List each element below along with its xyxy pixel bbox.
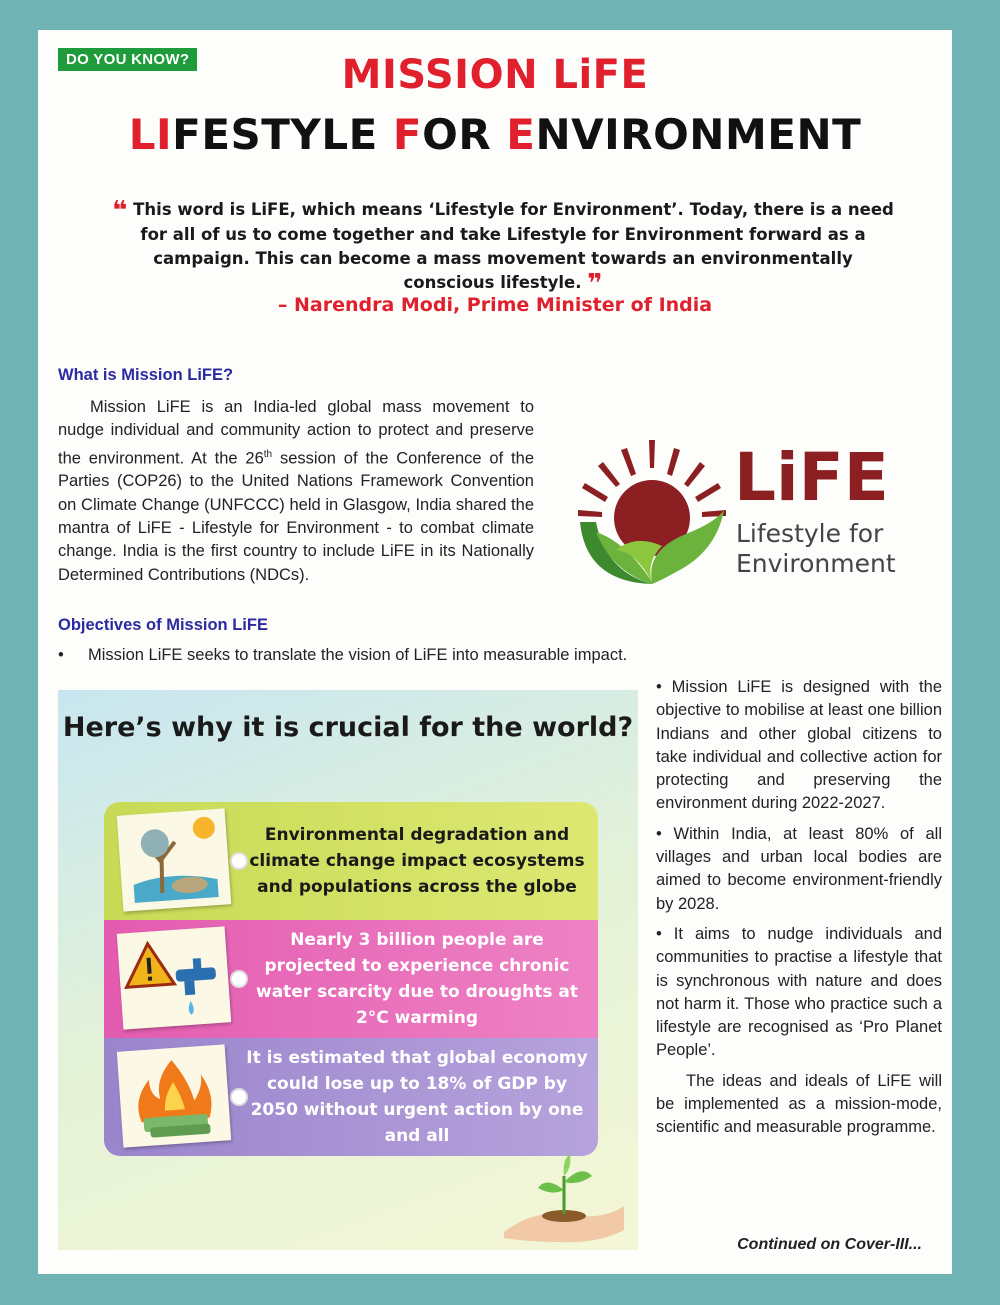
subtitle-part: LI [128, 110, 173, 159]
objective-bullet-1-text: Mission LiFE seeks to translate the vision of LiFE into measurable impact. [88, 646, 628, 664]
infographic-item-text: Nearly 3 billion people are projected to experience chronic water scarcity due to droughts at 2°C warming [255, 930, 579, 1028]
continued-note: Continued on Cover-III... [737, 1236, 922, 1253]
objective-bullet-3: • Within India, at least 80% of all villages and urban local bodies are aimed to become environment-friendly by 2028. [656, 824, 942, 913]
quote-attribution: – Narendra Modi, Prime Minister of India [277, 294, 713, 316]
infographic-item-text: It is estimated that global economy could lose up to 18% of GDP by 2050 without urgent action by one and all [246, 1048, 588, 1146]
infographic-item [104, 920, 598, 1038]
what-is-paragraph [58, 396, 534, 587]
infographic-item [104, 1038, 598, 1156]
what-is-heading: What is Mission LiFE? [58, 366, 234, 384]
objective-bullet-4: • It aims to nudge individuals and communities to practise a lifestyle that is synchronous with nature and does not harm it. Those who practice such a lifestyle are recognised as ‘Pro Planet People’. [656, 924, 942, 1060]
infographic [58, 690, 638, 1250]
do-you-know-tag: DO YOU KNOW? [58, 48, 197, 71]
subtitle-part: NVIRONMENT [535, 110, 862, 159]
ordinal-sup: th [263, 448, 273, 460]
what-is-text-a: Mission LiFE is an India-led global mass movement to nudge individual and community action to protect and preserve the environment. At the 26 [58, 398, 534, 468]
infographic-title: Here’s why it is crucial for the world? [62, 712, 634, 743]
warning-tap-icon [117, 926, 231, 1029]
logo-word: LiFE [734, 439, 889, 516]
right-column [656, 676, 942, 1147]
objectives-heading: Objectives of Mission LiFE [58, 616, 268, 634]
close-quote-icon: ❞ [587, 269, 603, 299]
logo-line2: Environment [736, 549, 896, 578]
subtitle-part: FESTYLE [172, 110, 393, 159]
closing-paragraph: The ideas and ideals of LiFE will be implemented as a mission-mode, scientific and measurable programme. [656, 1071, 942, 1137]
infographic-item [104, 802, 598, 920]
quote-block [108, 196, 898, 299]
subtitle-part: OR [422, 110, 507, 159]
logo-line1: Lifestyle for [736, 519, 884, 548]
infographic-item-text: Environmental degradation and climate change impact ecosystems and populations across the globe [249, 825, 585, 897]
sprout-hand-icon [498, 1146, 628, 1246]
objective-bullet-2: • Mission LiFE is designed with the objective to mobilise at least one billion Indians and other global citizens to take individual and collective action for protecting and preserving the environment during 2022-2027. [656, 678, 942, 813]
life-logo [566, 422, 936, 592]
page-subtitle [38, 110, 952, 159]
subtitle-part: E [506, 110, 536, 159]
page-title: MISSION LiFE [341, 52, 649, 98]
dry-tree-icon [117, 808, 231, 911]
bullet-marker: • [58, 646, 64, 664]
open-quote-icon: ❝ [112, 196, 128, 226]
what-is-text-b: session of the Conference of the Parties (COP26) to the United Nations Framework Convention on Climate Change (UNFCCC) held in Glasgow, India shared the mantra of LiFE - Lifestyle for Environment - to combat climate change. India is the first country to include LiFE in its Nationally Determined Contributions (NDCs). [58, 449, 534, 584]
quote-text: This word is LiFE, which means ‘Lifestyle for Environment’. Today, there is a need for all of us to come together and take Lifestyle for Environment forward as a campaign. This can become a mass movement towards an environmentally conscious lifestyle. [133, 200, 894, 292]
page [38, 30, 952, 1274]
subtitle-part: F [392, 110, 423, 159]
objective-bullet-1 [58, 646, 627, 665]
burning-money-icon [117, 1044, 231, 1147]
